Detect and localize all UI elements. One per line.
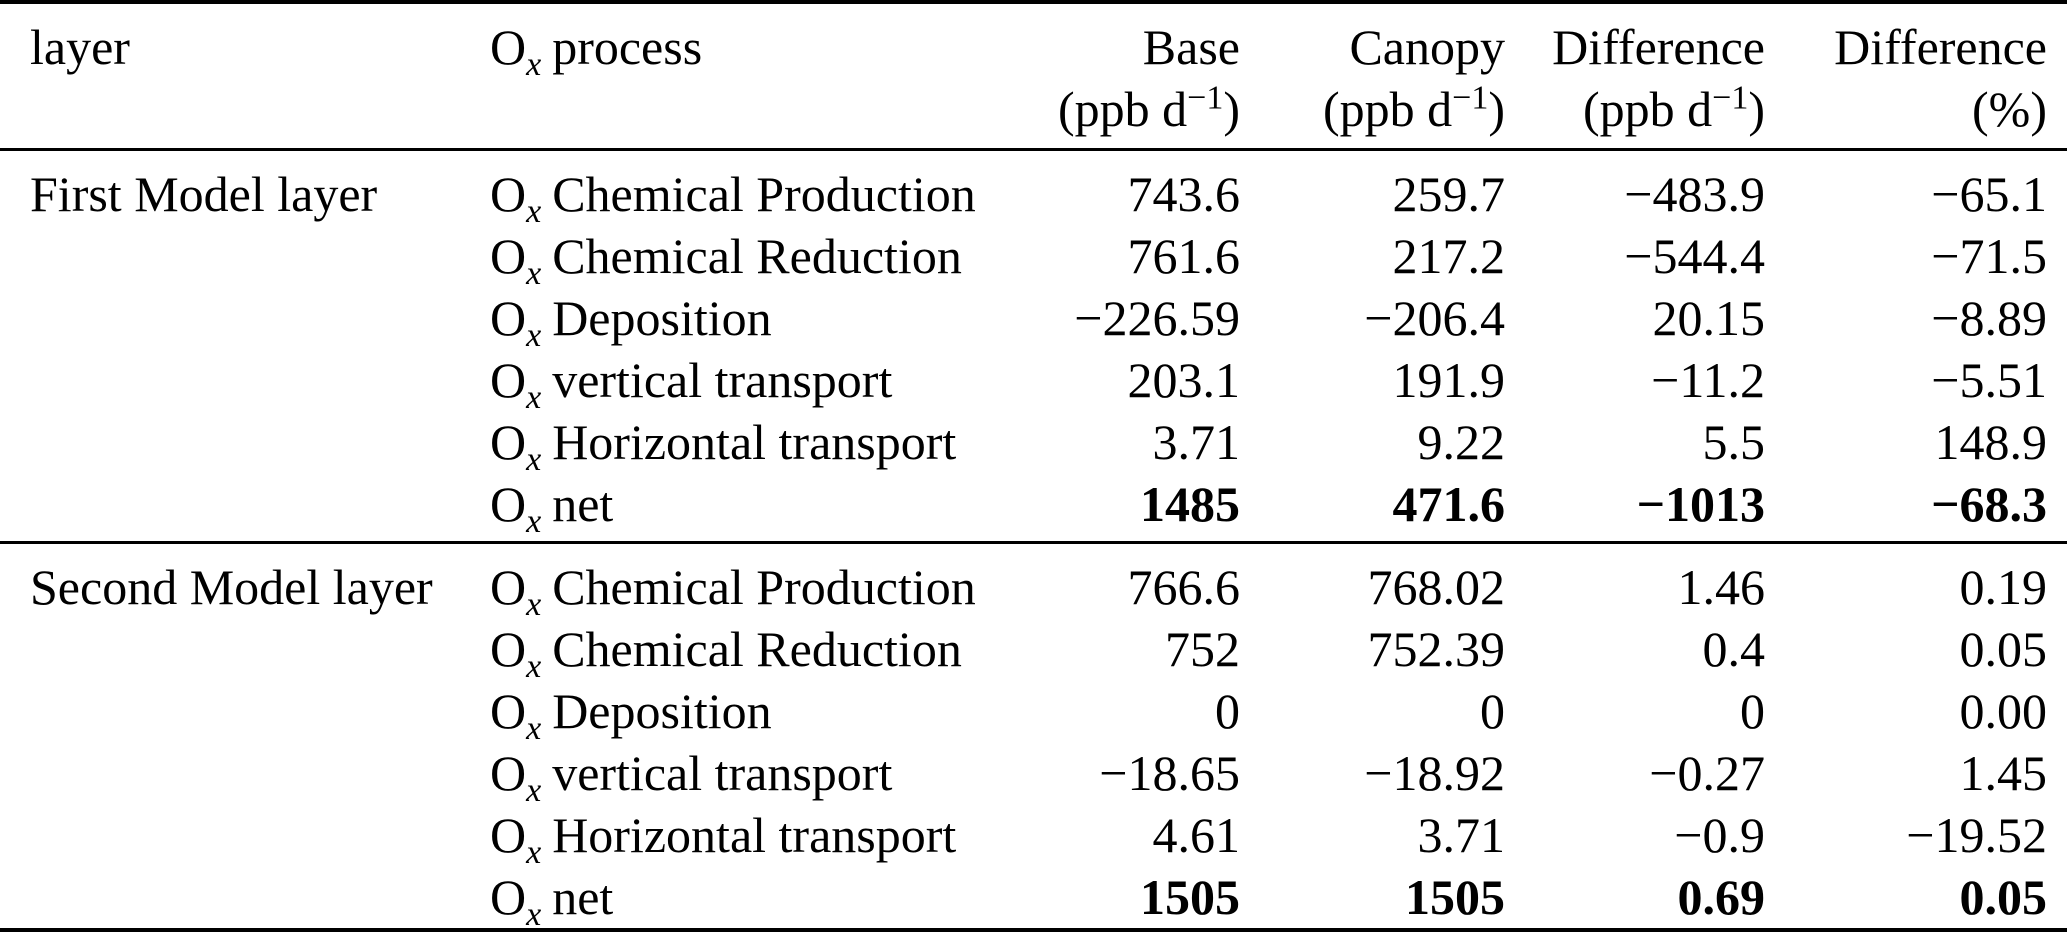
- base-value-cell: 752: [1165, 621, 1240, 677]
- canopy-value-cell: 1505: [1405, 869, 1505, 925]
- process-cell: [490, 556, 1010, 623]
- canopy-value-cell: 3.71: [1417, 807, 1505, 863]
- difference-pct-value-cell: 0.19: [1959, 559, 2047, 615]
- header-difference-column: [1505, 16, 1765, 140]
- column-unit: (ppb $d^{-1}$): [1323, 79, 1505, 137]
- difference-value-cell: −0.9: [1674, 807, 1765, 863]
- difference-value-cell: 0.4: [1702, 621, 1765, 677]
- column-label: Canopy: [1349, 19, 1505, 75]
- table-header-row: [0, 4, 2067, 148]
- table-row: [0, 411, 2067, 478]
- difference-value-cell: −0.27: [1649, 745, 1765, 801]
- canopy-value-cell: 471.6: [1392, 476, 1505, 532]
- difference-value-cell: −483.9: [1624, 166, 1765, 222]
- process-cell: [490, 680, 1010, 747]
- column-label: Difference: [1834, 19, 2047, 75]
- layer-cell: [30, 618, 490, 680]
- process-name: vertical transport: [552, 352, 893, 408]
- process-cell: [490, 618, 1010, 685]
- process-cell: [490, 287, 1010, 354]
- column-unit: (%): [1972, 81, 2047, 137]
- layer-cell: [30, 742, 490, 804]
- process-name: Chemical Reduction: [552, 228, 962, 284]
- base-value-cell: 203.1: [1127, 352, 1240, 408]
- column-label: Base: [1142, 19, 1240, 75]
- canopy-value-cell: 0: [1480, 683, 1505, 739]
- layer-cell: [30, 287, 490, 349]
- layer-cell: Second Model layer: [30, 559, 433, 615]
- difference-pct-value-cell: −19.52: [1906, 807, 2047, 863]
- base-value-cell: −226.59: [1074, 290, 1240, 346]
- table-row: [0, 804, 2067, 871]
- ox-symbol: $O_x$: [490, 352, 542, 416]
- table-row: [0, 866, 2067, 933]
- layer-cell: [30, 225, 490, 287]
- header-layer-column: [30, 16, 490, 140]
- difference-value-cell: 20.15: [1652, 290, 1765, 346]
- difference-value-cell: 1.46: [1677, 559, 1765, 615]
- canopy-value-cell: −206.4: [1364, 290, 1505, 346]
- ox-symbol: $O_x$: [490, 19, 542, 83]
- header-canopy-column: [1240, 16, 1505, 140]
- difference-value-cell: −11.2: [1651, 352, 1765, 408]
- process-cell: [490, 411, 1010, 478]
- canopy-value-cell: 752.39: [1367, 621, 1505, 677]
- process-cell: [490, 804, 1010, 871]
- ox-symbol: $O_x$: [490, 559, 542, 623]
- header-process-label: $O_x$ process: [490, 19, 703, 83]
- table-row: [0, 163, 2067, 230]
- base-value-cell: 3.71: [1152, 414, 1240, 470]
- canopy-value-cell: 259.7: [1392, 166, 1505, 222]
- canopy-value-cell: −18.92: [1364, 745, 1505, 801]
- header-layer-label: layer: [30, 19, 130, 75]
- difference-value-cell: 0: [1740, 683, 1765, 739]
- canopy-value-cell: 768.02: [1367, 559, 1505, 615]
- layer-cell: [30, 680, 490, 742]
- base-value-cell: −18.65: [1099, 745, 1240, 801]
- base-value-cell: 761.6: [1127, 228, 1240, 284]
- table-row: [0, 680, 2067, 747]
- layer-cell: [30, 866, 490, 928]
- layer-cell: First Model layer: [30, 166, 378, 222]
- difference-pct-value-cell: 0.00: [1959, 683, 2047, 739]
- column-unit: (ppb $d^{-1}$): [1583, 79, 1765, 137]
- ox-symbol: $O_x$: [490, 807, 542, 871]
- canopy-value-cell: 191.9: [1392, 352, 1505, 408]
- difference-pct-value-cell: 0.05: [1959, 621, 2047, 677]
- process-name: Chemical Production: [552, 166, 976, 222]
- base-value-cell: 743.6: [1127, 166, 1240, 222]
- table-row: [0, 225, 2067, 292]
- base-value-cell: 0: [1215, 683, 1240, 739]
- process-name: Horizontal transport: [552, 414, 957, 470]
- process-cell: [490, 473, 1010, 540]
- difference-pct-value-cell: 1.45: [1959, 745, 2047, 801]
- table-bottom-rule: [0, 928, 2067, 932]
- process-cell: [490, 349, 1010, 416]
- layer-cell: [30, 411, 490, 473]
- table-row: [0, 618, 2067, 685]
- layer-group: [0, 544, 2067, 933]
- difference-value-cell: 0.69: [1677, 869, 1765, 925]
- header-difference-pct-column: [1765, 16, 2047, 140]
- difference-pct-value-cell: 0.05: [1959, 869, 2047, 925]
- table-row: [0, 556, 2067, 623]
- process-cell: [490, 742, 1010, 809]
- process-cell: [490, 866, 1010, 933]
- layer-cell: [30, 473, 490, 535]
- difference-pct-value-cell: −65.1: [1931, 166, 2047, 222]
- column-unit: (ppb $d^{-1}$): [1058, 79, 1240, 137]
- difference-pct-value-cell: −71.5: [1931, 228, 2047, 284]
- process-name: Chemical Production: [552, 559, 976, 615]
- process-cell: [490, 225, 1010, 292]
- header-base-column: [1010, 16, 1240, 140]
- ox-symbol: $O_x$: [490, 414, 542, 478]
- difference-pct-value-cell: −5.51: [1931, 352, 2047, 408]
- base-value-cell: 1505: [1140, 869, 1240, 925]
- table-row: [0, 349, 2067, 416]
- base-value-cell: 766.6: [1127, 559, 1240, 615]
- base-value-cell: 4.61: [1152, 807, 1240, 863]
- process-name: Horizontal transport: [552, 807, 957, 863]
- difference-pct-value-cell: −68.3: [1931, 476, 2047, 532]
- table-row: [0, 742, 2067, 809]
- ox-symbol: $O_x$: [490, 290, 542, 354]
- ox-symbol: $O_x$: [490, 476, 542, 540]
- ox-symbol: $O_x$: [490, 621, 542, 685]
- table-body: [0, 151, 2067, 933]
- header-process-column: [490, 16, 1010, 140]
- ox-symbol: $O_x$: [490, 869, 542, 933]
- ox-symbol: $O_x$: [490, 683, 542, 747]
- base-value-cell: 1485: [1140, 476, 1240, 532]
- difference-pct-value-cell: 148.9: [1934, 414, 2047, 470]
- process-name: vertical transport: [552, 745, 893, 801]
- ox-symbol: $O_x$: [490, 228, 542, 292]
- process-cell: [490, 163, 1010, 230]
- canopy-value-cell: 217.2: [1392, 228, 1505, 284]
- process-name: Deposition: [552, 683, 772, 739]
- difference-pct-value-cell: −8.89: [1931, 290, 2047, 346]
- difference-value-cell: 5.5: [1702, 414, 1765, 470]
- layer-cell: [30, 804, 490, 866]
- table-row: [0, 287, 2067, 354]
- process-name: Chemical Reduction: [552, 621, 962, 677]
- layer-cell: [30, 349, 490, 411]
- ox-symbol: $O_x$: [490, 745, 542, 809]
- layer-group: [0, 151, 2067, 541]
- column-label: Difference: [1552, 19, 1765, 75]
- ox-symbol: $O_x$: [490, 166, 542, 230]
- process-name: Deposition: [552, 290, 772, 346]
- difference-value-cell: −544.4: [1624, 228, 1765, 284]
- process-name: net: [552, 869, 614, 925]
- difference-value-cell: −1013: [1636, 476, 1765, 532]
- process-name: net: [552, 476, 614, 532]
- canopy-value-cell: 9.22: [1417, 414, 1505, 470]
- table-row: [0, 473, 2067, 540]
